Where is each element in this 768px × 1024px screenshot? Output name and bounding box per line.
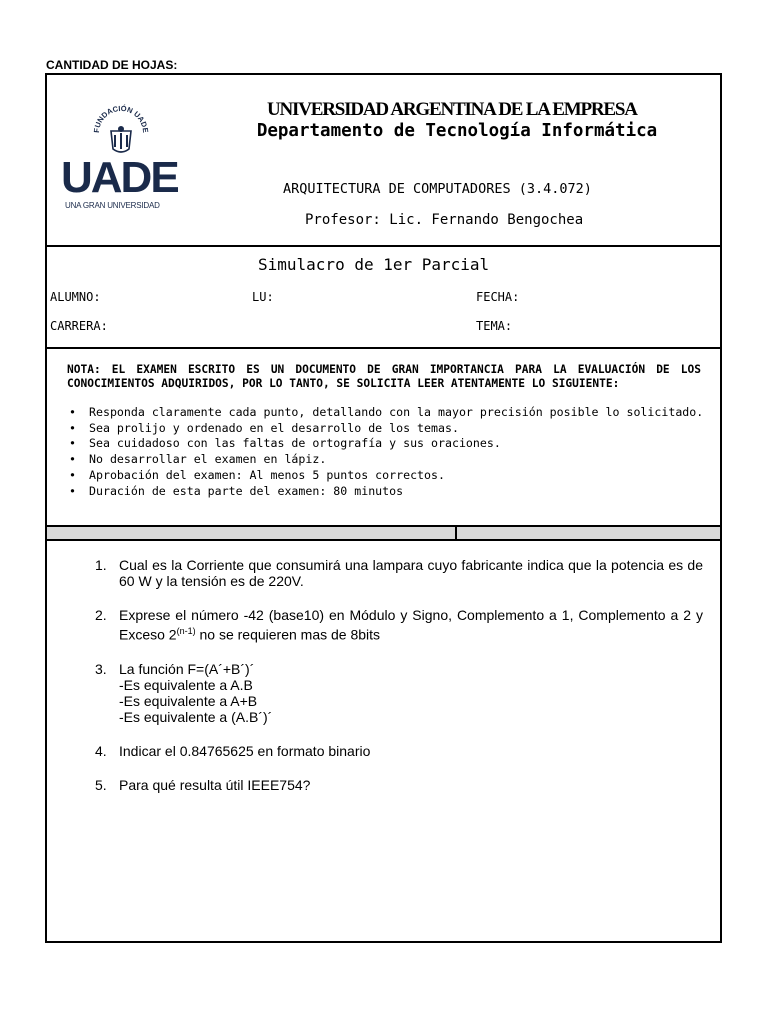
lu-label: LU: (252, 290, 274, 304)
question-line: -Es equivalente a A+B (119, 692, 258, 709)
department-name: Departamento de Tecnología Informática (256, 121, 658, 141)
logo-word: UADE (61, 153, 178, 202)
question-5 (95, 777, 703, 793)
question-4 (95, 743, 703, 759)
question-number: 2. (95, 607, 107, 623)
uade-logo (61, 97, 179, 217)
question-text: Exprese el número -42 (base10) en Módulo y Signo, Complemento a 1, Complemento a 2 y Exceso 2 (119, 607, 703, 643)
list-item: • Sea prolijo y ordenado en el desarrollo de los temas. (67, 421, 707, 437)
uade-seal-icon (91, 99, 151, 159)
question-1 (95, 557, 703, 589)
carrera-label: CARRERA: (50, 319, 108, 333)
question-text: Indicar el 0.84765625 en formato binario (119, 742, 371, 759)
list-item: • No desarrollar el examen en lápiz. (67, 452, 707, 468)
question-3 (95, 661, 703, 725)
list-item: • Duración de esta parte del examen: 80 minutos (67, 484, 707, 500)
question-2 (95, 607, 703, 643)
band-divider (455, 527, 457, 539)
question-line: -Es equivalente a (A.B´)´ (119, 708, 273, 725)
question-number: 3. (95, 660, 107, 677)
nota-section (47, 349, 720, 527)
question-text: Cual es la Corriente que consumirá una lampara cuyo fabricante indica que la potencia es de 60 W y la tensión es de 220V. (119, 557, 703, 589)
exponent: (n-1) (176, 626, 196, 636)
questions-list (95, 557, 703, 793)
university-name: UNIVERSIDAD ARGENTINA DE LA EMPRESA (267, 99, 637, 120)
exam-header (47, 75, 720, 247)
course-name: ARQUITECTURA DE COMPUTADORES (3.4.072) (283, 181, 592, 197)
cantidad-de-hojas-label: CANTIDAD DE HOJAS: (46, 58, 178, 72)
exam-sheet (45, 73, 722, 943)
question-line: -Es equivalente a A.B (119, 676, 253, 693)
list-item: • Sea cuidadoso con las faltas de ortografía y sus oraciones. (67, 436, 707, 452)
question-number: 1. (95, 557, 107, 573)
tema-label: TEMA: (476, 319, 513, 333)
fecha-label: FECHA: (476, 290, 520, 304)
exam-title: Simulacro de 1er Parcial (258, 255, 490, 274)
list-item: • Aprobación del examen: Al menos 5 puntos correctos. (67, 468, 707, 484)
alumno-label: ALUMNO: (50, 290, 101, 304)
question-text-tail: no se requieren mas de 8bits (195, 626, 381, 643)
question-number: 5. (95, 776, 107, 793)
rules-list (67, 405, 707, 499)
separator-band (47, 527, 720, 541)
question-text: Para qué resulta útil IEEE754? (119, 776, 311, 793)
question-number: 4. (95, 742, 107, 759)
logo-arc-text: FUNDACIÓN UADE (91, 103, 151, 134)
student-info-section (47, 247, 720, 349)
nota-text: NOTA: EL EXAMEN ESCRITO ES UN DOCUMENTO DE GRAN IMPORTANCIA PARA LA EVALUACIÓN DE LOS CONOCIMIENTOS ADQUIRIDOS, POR LO TANTO, SE SOLICITA LEER ATENTAMENTE LO SIGUIENTE: (67, 363, 701, 390)
list-item: • Responda claramente cada punto, detallando con la mayor precisión posible lo solicitado. (67, 405, 707, 421)
professor-name: Profesor: Lic. Fernando Bengochea (305, 212, 584, 228)
logo-subtitle: UNA GRAN UNIVERSIDAD (65, 201, 160, 210)
question-line: La función F=(A´+B´)´ (119, 660, 255, 677)
